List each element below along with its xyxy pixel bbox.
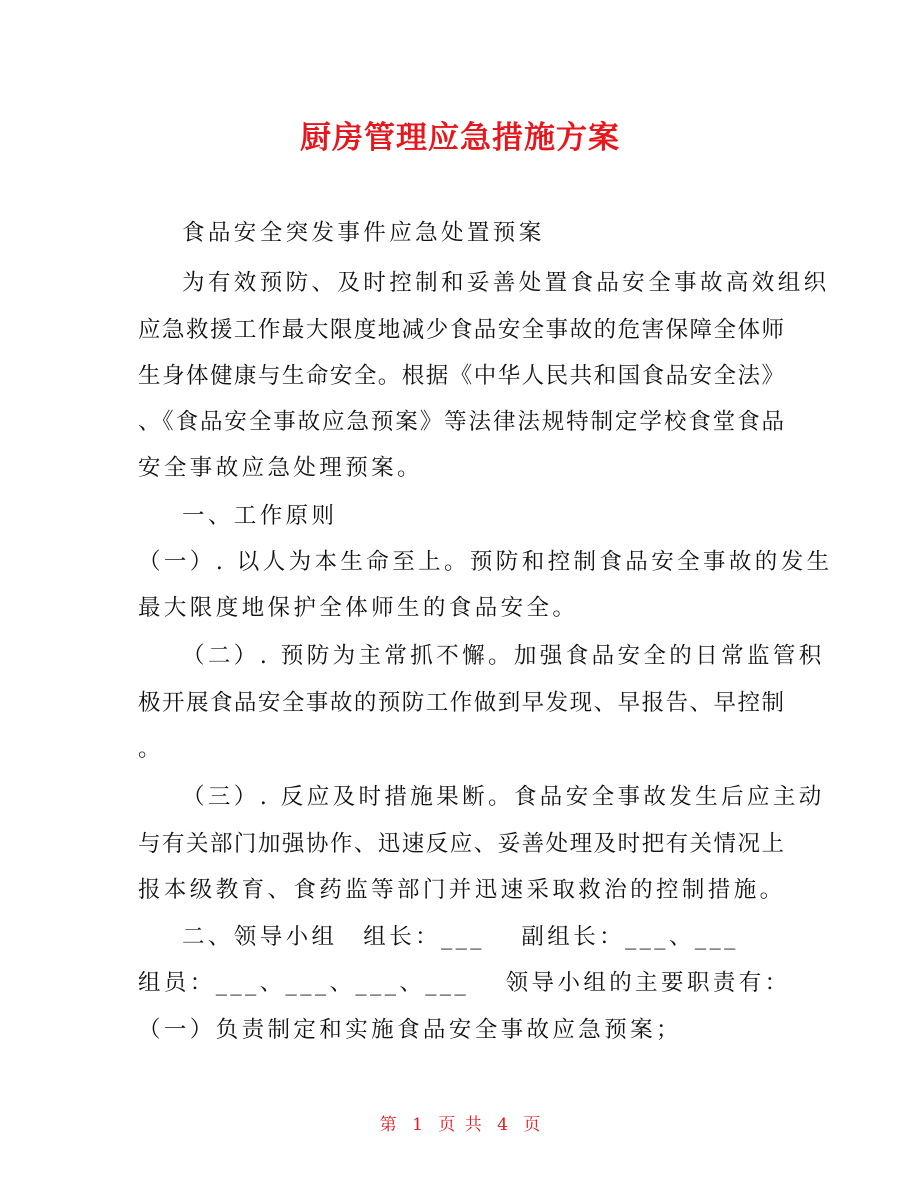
paragraph-line: 极开展食品安全事故的预防工作做到早发现、早报告、早控制 [138, 690, 784, 716]
footer-page-number: 1 [412, 1115, 423, 1135]
paragraph-line: 为有效预防、及时控制和妥善处置食品安全事故高效组织 [182, 270, 830, 296]
paragraph-line: 、《食品安全事故应急预案》等法律法规特制定学校食堂食品 [138, 409, 784, 435]
footer-prefix: 第 [379, 1115, 397, 1135]
paragraph-line: 组员：___、___、___、___ 领导小组的主要职责有： [138, 970, 791, 996]
paragraph-line: （一）. 以人为本生命至上。预防和控制食品安全事故的发生 [138, 549, 833, 575]
paragraph-line: 与有关部门加强协作、迅速反应、妥善处理及时把有关情况上 [138, 831, 784, 857]
footer-middle: 页 共 [438, 1115, 482, 1135]
document-title: 厨房管理应急措施方案 [300, 120, 620, 156]
paragraph-line: 生身体健康与生命安全。根据《中华人民共和国食品安全法》 [138, 363, 784, 389]
section-heading: 二、领导小组 组长：___ 副组长：___、___ [182, 924, 739, 950]
paragraph-line: 安全事故应急处理预案。 [138, 455, 423, 481]
paragraph-line: 报本级教育、食药监等部门并迅速采取救治的控制措施。 [138, 877, 786, 903]
page-footer [0, 1110, 920, 1135]
footer-total-pages: 4 [497, 1115, 508, 1135]
paragraph-line: 最大限度地保护全体师生的食品安全。 [138, 595, 579, 621]
paragraph-line: 应急救援工作最大限度地减少食品安全事故的危害保障全体师 [138, 317, 784, 343]
footer-suffix: 页 [523, 1115, 541, 1135]
paragraph-line: （二）. 预防为主常抓不懈。加强食品安全的日常监管积 [182, 643, 825, 669]
paragraph-line: 。 [138, 736, 164, 762]
paragraph-line: （三）. 反应及时措施果断。食品安全事故发生后应主动 [182, 784, 825, 810]
section-heading: 食品安全突发事件应急处置预案 [182, 220, 545, 246]
paragraph-line: （一）负责制定和实施食品安全事故应急预案； [138, 1017, 682, 1043]
section-heading: 一、工作原则 [182, 503, 338, 529]
